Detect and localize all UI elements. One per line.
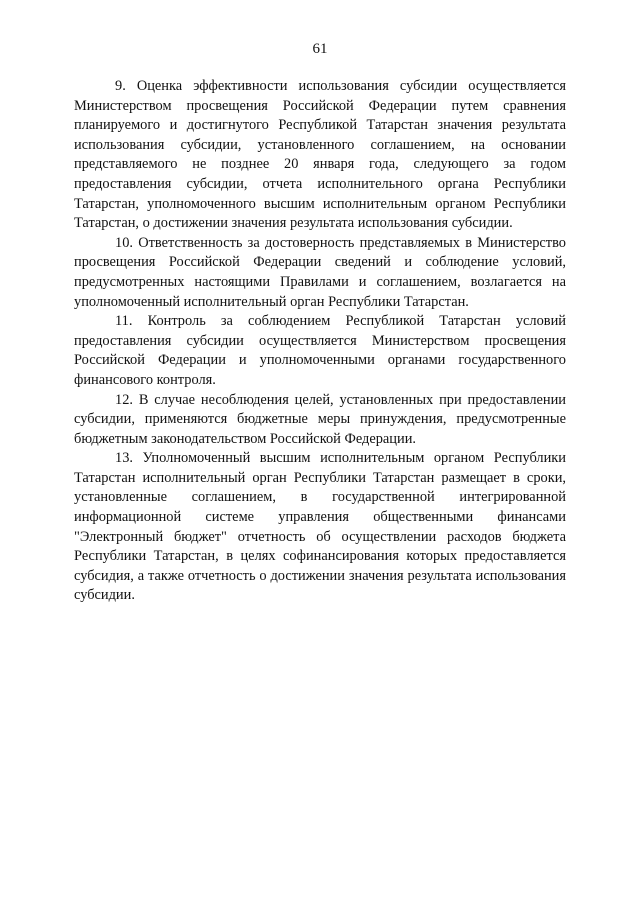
- paragraph-13: 13. Уполномоченный высшим исполнительным органом Республики Татарстан исполнительный орган Республики Татарстан размещает в сроки, установленные соглашением, в государственной интегрированной информационной системе управления общественными финансами "Электронный бюджет" отчетность об осуществлении расходов бюджета Республики Татарстан, в целях софинансирования которых предоставляется субсидия, а также отчетность о достижении значения результата использования субсидии.: [74, 450, 566, 604]
- paragraph-10: 10. Ответственность за достоверность представляемых в Министерство просвещения Российской Федерации сведений и соблюдение условий, предусмотренных настоящими Правилами и соглашением, возлагается на уполномоченный исполнительный орган Республики Татарстан.: [74, 234, 566, 310]
- document-body: [74, 77, 566, 606]
- paragraph-11: 11. Контроль за соблюдением Республикой Татарстан условий предоставления субсидии осуществляется Министерством просвещения Российской Федерации и уполномоченными органами государственного финансового контроля.: [74, 313, 566, 388]
- paragraph-12: 12. В случае несоблюдения целей, установленных при предоставлении субсидии, применяются бюджетные меры принуждения, предусмотренные бюджетным законодательством Российской Федерации.: [74, 391, 566, 447]
- page-number: 61: [312, 41, 328, 57]
- paragraph-9: 9. Оценка эффективности использования субсидии осуществляется Министерством просвещения Российской Федерации путем сравнения планируемого и достигнутого Республикой Татарстан значения результата использования субсидии, установленного соглашением, на основании представляемого не позднее 20 января года, следующего за годом предоставления субсидии, отчета исполнительного органа Республики Татарстан, уполномоченного высшим исполнительным органом Республики Татарстан, о достижении значения результата использования субсидии.: [74, 78, 566, 232]
